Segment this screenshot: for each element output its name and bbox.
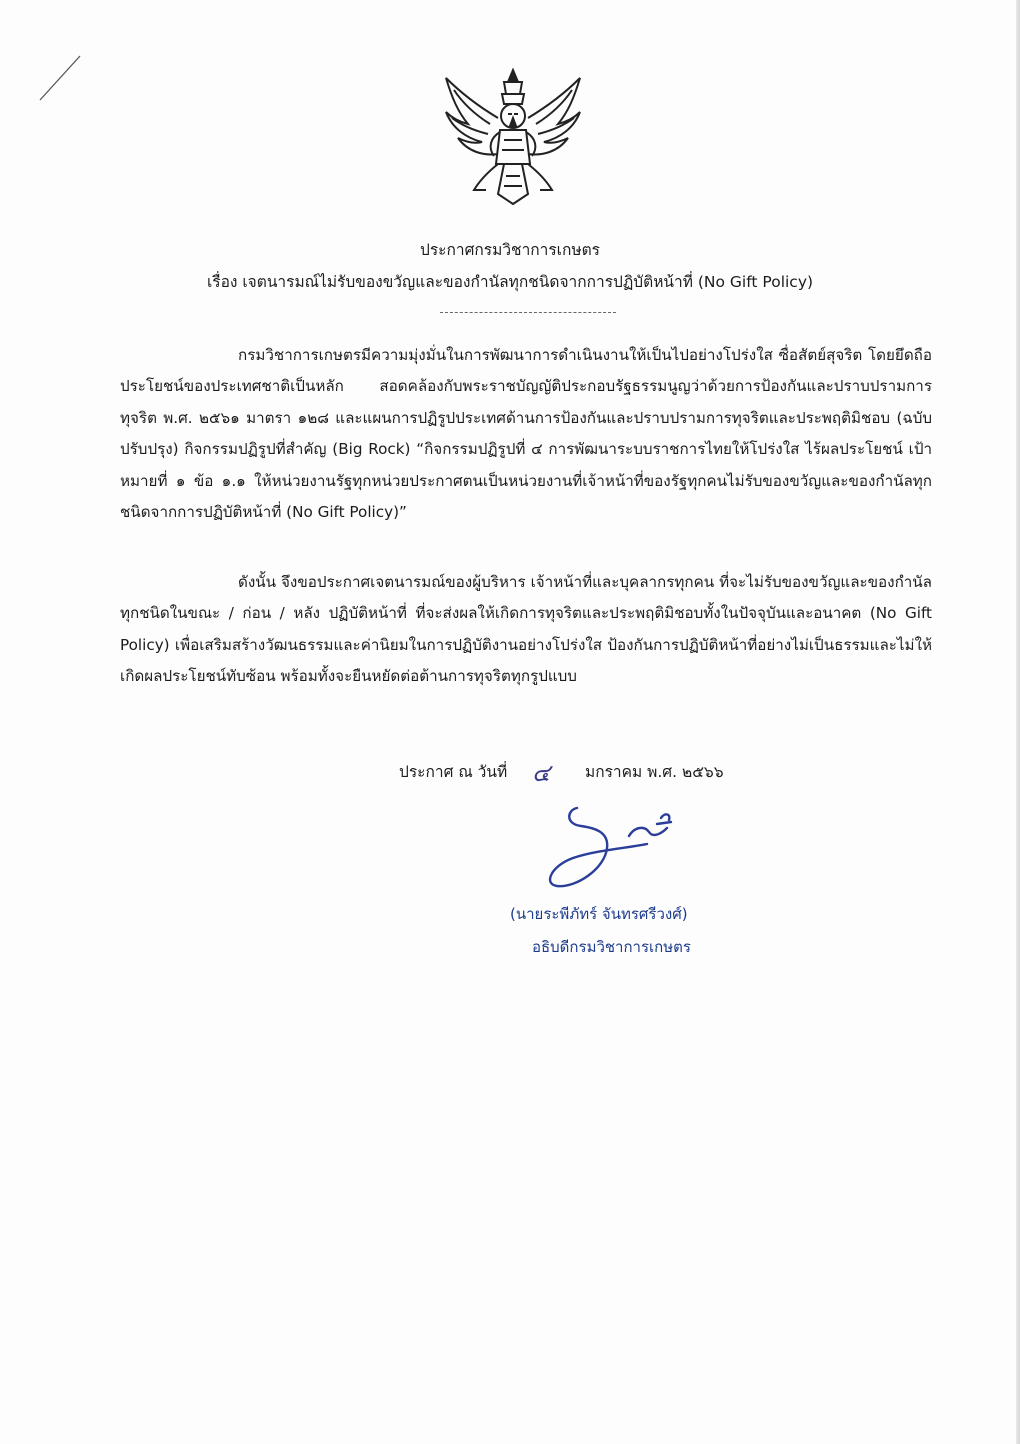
pen-mark-icon: [36, 50, 86, 105]
subject-line: เรื่อง เจตนารมณ์ไม่รับของขวัญและของกำนัลทุกชนิดจากการปฏิบัติหน้าที่ (No Gift Policy): [206, 273, 814, 291]
org-title: ประกาศกรมวิชาการเกษตร: [420, 241, 600, 259]
signatory-position-text: อธิบดีกรมวิชาการเกษตร: [532, 938, 691, 956]
signatory-name-text: (นายระพีภัทร์ จันทรศรีวงศ์): [510, 905, 688, 923]
title-separator: [440, 312, 616, 313]
date-month-year: มกราคม พ.ศ. ๒๕๖๖: [585, 763, 724, 781]
garuda-emblem-icon: [438, 68, 588, 208]
body-paragraph-2: ดังนั้น จึงขอประกาศเจตนารมณ์ของผู้บริหาร เจ้าหน้าที่และบุคลากรทุกคน ที่จะไม่รับของขวัญและของกำนัลทุกชนิดในขณะ / ก่อน / หลัง ปฏิบัติหน้าที่ ที่จะส่งผลให้เกิดการทุจริตและประพฤติมิชอบทั้งในปัจจุบันและอนาคต (No Gift Policy) เพื่อเสริมสร้างวัฒนธรรมและค่านิยมในการปฏิบัติงานอย่างโปร่งใส ป้องกันการปฏิบัติหน้าที่อย่างไม่เป็นธรรมและไม่ให้เกิดผลประโยชน์ทับซ้อน พร้อมทั้งจะยืนหยัดต่อต้านการทุจริตทุกรูปแบบ: [120, 573, 932, 686]
handwritten-signature-icon: [537, 796, 697, 896]
date-day-handwritten: ๔: [532, 759, 551, 787]
page-edge-shadow: [1016, 0, 1020, 1444]
date-prefix: ประกาศ ณ วันที่: [399, 763, 508, 781]
body-paragraph-1: กรมวิชาการเกษตรมีความมุ่งมั่นในการพัฒนาการดำเนินงานให้เป็นไปอย่างโปร่งใส ซื่อสัตย์สุจริต โดยยึดถือประโยชน์ของประเทศชาติเป็นหลัก สอดคล้องกับพระราชบัญญัติประกอบรัฐธรรมนูญว่าด้วยการป้องกันและปราบปรามการทุจริต พ.ศ. ๒๕๖๑ มาตรา ๑๒๘ และแผนการปฏิรูปประเทศด้านการป้องกันและปราบปรามการทุจริตและประพฤติมิชอบ (ฉบับปรับปรุง) กิจกรรมปฏิรูปที่สำคัญ (Big Rock) “กิจกรรมปฏิรูปที่ ๔ การพัฒนาระบบราชการไทยให้โปร่งใส ไร้ผลประโยชน์ เป้าหมายที่ ๑ ข้อ ๑.๑ ให้หน่วยงานรัฐทุกหน่วยประกาศตนเป็นหน่วยงานที่เจ้าหน้าที่ของรัฐทุกคนไม่รับของขวัญและของกำนัลทุกชนิดจากการปฏิบัติหน้าที่ (No Gift Policy)”: [120, 346, 932, 522]
